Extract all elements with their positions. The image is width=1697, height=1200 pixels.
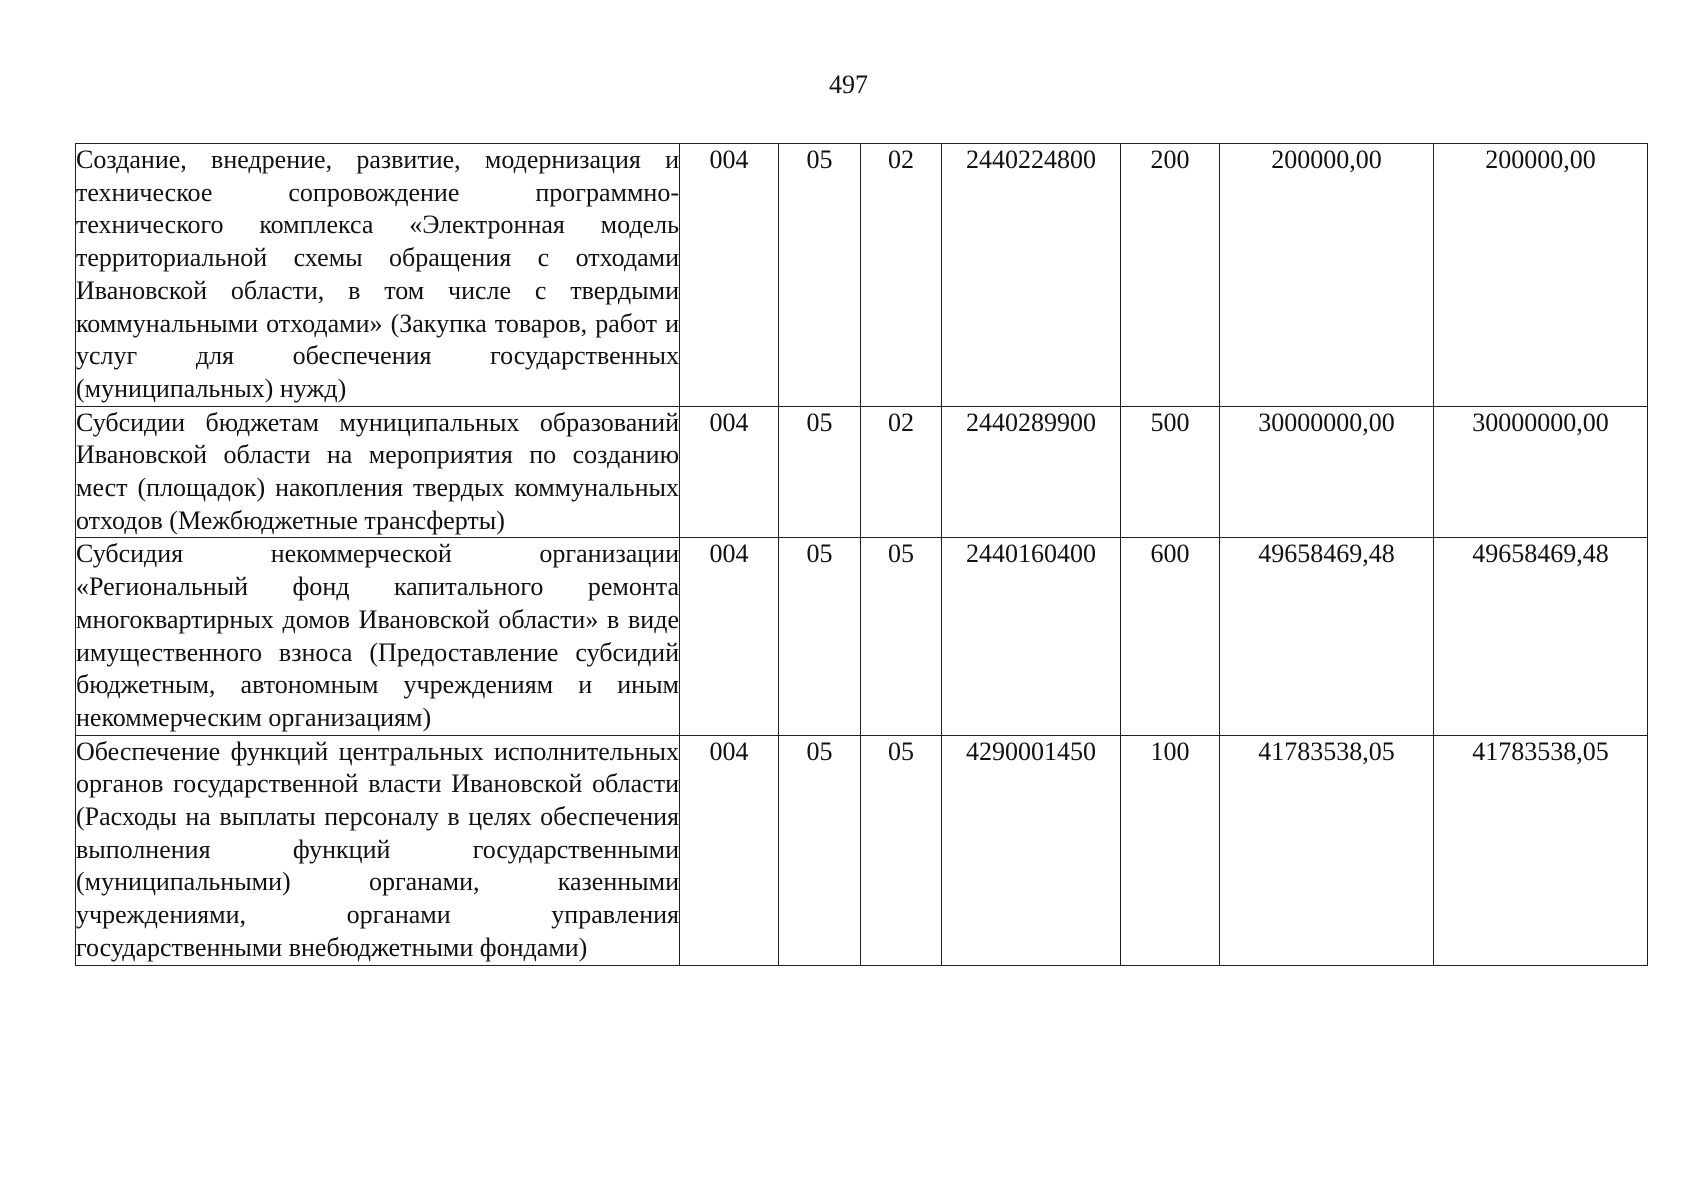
amount-second: 200000,00 — [1434, 144, 1648, 407]
amount-first: 49658469,48 — [1220, 538, 1434, 735]
section-code: 05 — [779, 144, 861, 407]
ministry-code: 004 — [680, 144, 779, 407]
budget-table — [75, 143, 1648, 966]
target-article-code: 2440224800 — [942, 144, 1121, 407]
target-article-code: 2440289900 — [942, 406, 1121, 538]
subsection-code: 05 — [861, 735, 942, 965]
page-number: 497 — [829, 70, 868, 99]
table-row — [76, 538, 1648, 735]
row-description: Субсидии бюджетам муниципальных образований Ивановской области на мероприятия по созданию мест (площадок) накопления твердых коммунальных отходов (Межбюджетные трансферты) — [76, 406, 680, 538]
amount-first: 41783538,05 — [1220, 735, 1434, 965]
amount-second: 49658469,48 — [1434, 538, 1648, 735]
subsection-code: 02 — [861, 406, 942, 538]
row-description: Субсидия некоммерческой организации «Региональный фонд капитального ремонта многоквартирных домов Ивановской области» в виде имущественного взноса (Предоставление субсидий бюджетным, автономным учреждениям и иным некоммерческим организациям) — [76, 538, 680, 735]
subsection-code: 02 — [861, 144, 942, 407]
expense-type-code: 500 — [1121, 406, 1220, 538]
section-code: 05 — [779, 538, 861, 735]
ministry-code: 004 — [680, 735, 779, 965]
section-code: 05 — [779, 735, 861, 965]
target-article-code: 2440160400 — [942, 538, 1121, 735]
row-description: Обеспечение функций центральных исполнительных органов государственной власти Ивановской области (Расходы на выплаты персоналу в целях обеспечения выполнения функций государственными (муниципальными) органами, казенными учреждениями, органами управления государственными внебюджетными фондами) — [76, 735, 680, 965]
ministry-code: 004 — [680, 406, 779, 538]
table-row — [76, 406, 1648, 538]
expense-type-code: 200 — [1121, 144, 1220, 407]
amount-second: 30000000,00 — [1434, 406, 1648, 538]
table-row — [76, 735, 1648, 965]
row-description: Создание, внедрение, развитие, модернизация и техническое сопровождение программно-технического комплекса «Электронная модель территориальной схемы обращения с отходами Ивановской области, в том числе с твердыми коммунальными отходами» (Закупка товаров, работ и услуг для обеспечения государственных (муниципальных) нужд) — [76, 144, 680, 407]
target-article-code: 4290001450 — [942, 735, 1121, 965]
section-code: 05 — [779, 406, 861, 538]
amount-first: 30000000,00 — [1220, 406, 1434, 538]
expense-type-code: 100 — [1121, 735, 1220, 965]
expense-type-code: 600 — [1121, 538, 1220, 735]
amount-first: 200000,00 — [1220, 144, 1434, 407]
ministry-code: 004 — [680, 538, 779, 735]
amount-second: 41783538,05 — [1434, 735, 1648, 965]
subsection-code: 05 — [861, 538, 942, 735]
table-row — [76, 144, 1648, 407]
